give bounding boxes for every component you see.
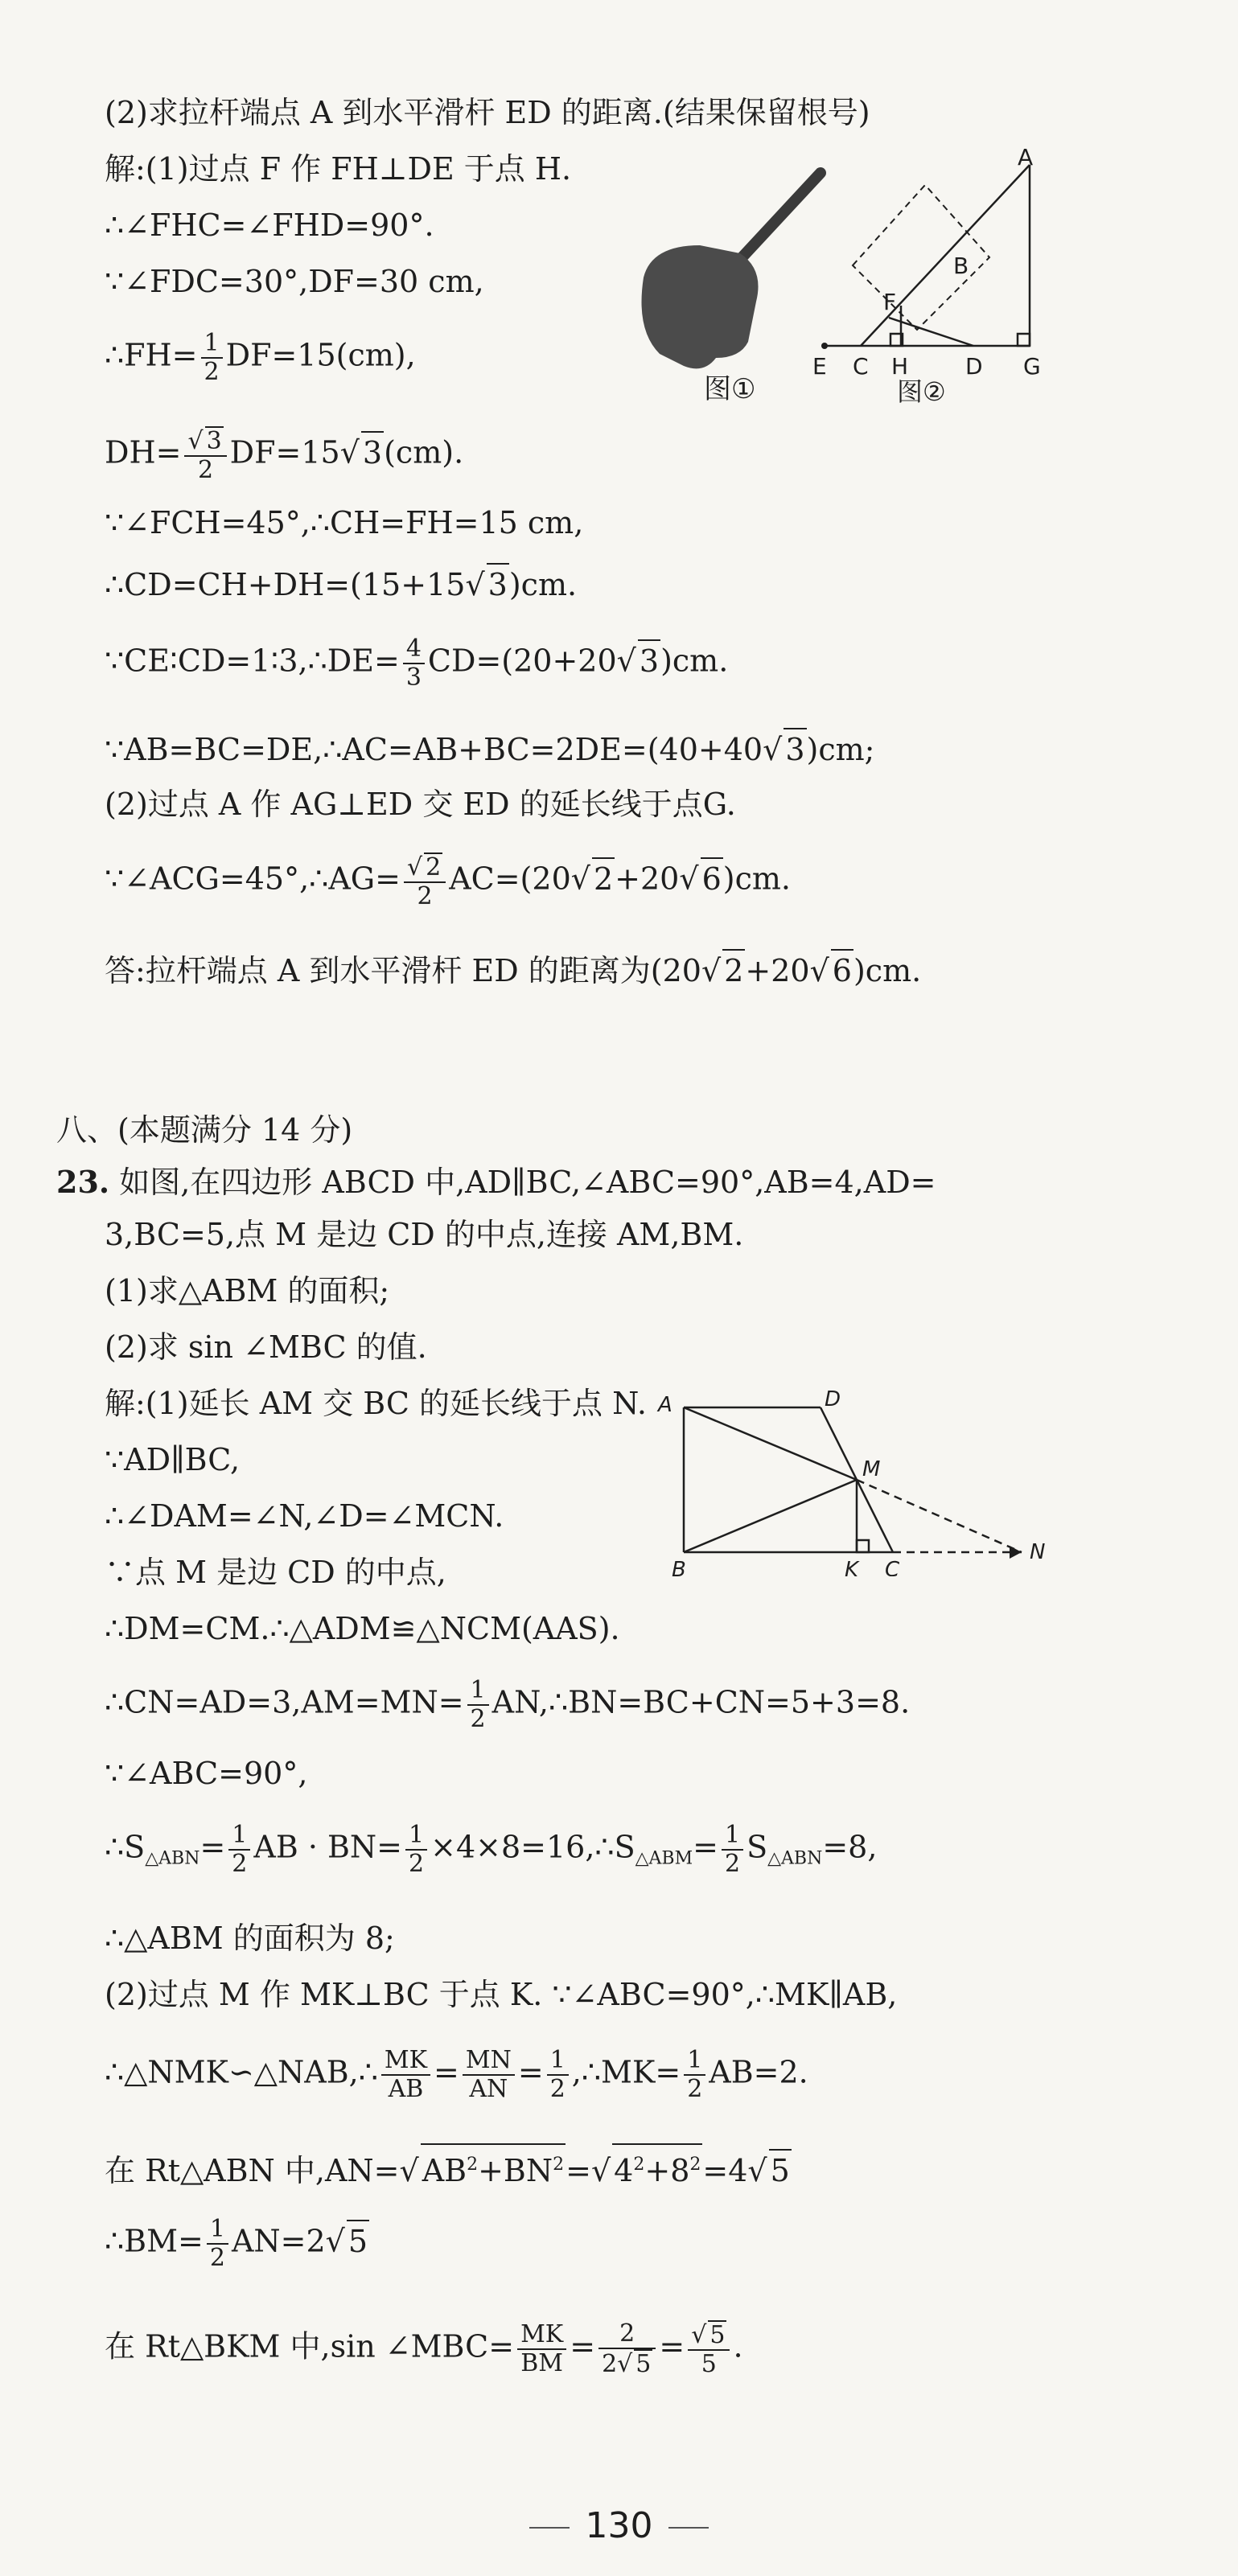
solution-line: ∵AD∥BC, — [105, 1442, 241, 1477]
page-number: 130 — [0, 2505, 1238, 2546]
fraction: $\frac{1}{2}$ — [207, 2216, 228, 2272]
svg-text:A: A — [1018, 145, 1034, 171]
fraction: $\frac{1}{2}$ — [547, 2047, 569, 2103]
svg-text:D: D — [965, 353, 983, 380]
svg-text:B: B — [953, 253, 969, 279]
solution-line: ∵CE∶CD=1∶3,∴DE= $\frac{4}{3}$ CD=(20+20√ 3)cm. — [105, 635, 729, 692]
fraction: $\frac{1}{2}$ — [405, 1822, 427, 1878]
solution-line: ∵点 M 是边 CD 的中点, — [105, 1555, 446, 1590]
figure-quadrilateral — [652, 1383, 1070, 1576]
solution-line: ∴CD=CH+DH=(15+15√ 3)cm. — [105, 563, 577, 605]
solution-line: DH= $\frac{√ 3}{2}$ DF=15√ 3(cm). — [105, 427, 464, 484]
svg-text:F: F — [883, 289, 897, 315]
solution-line: ∴BM= $\frac{1}{2}$ AN=2√ 5 — [105, 2215, 368, 2272]
svg-text:H: H — [891, 353, 909, 380]
question-23-line: 3,BC=5,点 M 是边 CD 的中点,连接 AM,BM. — [105, 1217, 744, 1252]
svg-text:D: D — [825, 1387, 841, 1411]
solution-line: ∵∠ABC=90°, — [105, 1756, 308, 1791]
fraction: $\frac{MK}{BM}$ — [517, 2321, 566, 2377]
solution-line: 解:(1)过点 F 作 FH⊥DE 于点 H. — [105, 151, 572, 187]
fraction: $\frac{MN}{AN}$ — [463, 2047, 515, 2103]
solution-line: ∴△NMK∽△NAB,∴ $\frac{MK}{AB}$ = $\frac{MN}{AN}$ = $\frac{1}{2}$ ,∴MK= $\frac{1}{2}$ AB=2. — [105, 2046, 808, 2103]
figure-1 — [627, 157, 837, 406]
svg-text:A: A — [658, 1393, 672, 1417]
fraction: $\frac{1}{2}$ — [684, 2047, 705, 2103]
question-part-2: (2)求拉杆端点 A 到水平滑杆 ED 的距离.(结果保留根号) — [105, 95, 870, 130]
fraction: $\frac{√ 2}{2}$ — [404, 853, 446, 910]
question-23-line: 23. 如图,在四边形 ABCD 中,AD∥BC,∠ABC=90°,AB=4,AD= — [56, 1164, 936, 1200]
solution-line: ∵∠FDC=30°,DF=30 cm, — [105, 264, 484, 299]
svg-text:N: N — [1030, 1540, 1046, 1564]
fraction: $\frac{√ 3}{2}$ — [184, 426, 226, 484]
fraction: $\frac{2}{2√ 5}$ — [598, 2320, 656, 2378]
solution-line: 在 Rt△BKM 中,sin ∠MBC= $\frac{MK}{BM}$ = $\frac{2}{2√ 5}$ = $\frac{√ 5}{5}$ . — [105, 2319, 743, 2378]
section-heading: 八、(本题满分 14 分) — [56, 1112, 353, 1148]
solution-line: ∴DM=CM.∴△ADM≌△NCM(AAS). — [105, 1611, 620, 1646]
answer-line: 答:拉杆端点 A 到水平滑杆 ED 的距离为(20√ 2+20√ 6)cm. — [105, 949, 921, 991]
fraction: $\frac{1}{2}$ — [467, 1677, 489, 1733]
fraction: $\frac{MK}{AB}$ — [381, 2047, 430, 2103]
fraction: $\frac{1}{2}$ — [722, 1822, 743, 1878]
solution-line: (2)过点 M 作 MK⊥BC 于点 K. ∵∠ABC=90°,∴MK∥AB, — [105, 1977, 898, 2012]
solution-line: ∵∠ACG=45°,∴AG= $\frac{√ 2}{2}$ AC=(20√ 2+20√ 6)cm. — [105, 853, 791, 910]
svg-text:E: E — [812, 353, 827, 380]
question-23-part: (2)求 sin ∠MBC 的值. — [105, 1329, 427, 1365]
fraction: $\frac{4}{3}$ — [403, 635, 425, 692]
figure-2-caption: 图② — [897, 376, 946, 407]
svg-text:G: G — [1023, 353, 1041, 380]
figure-2 — [812, 145, 1054, 410]
question-23-part: (1)求△ABM 的面积; — [105, 1273, 390, 1309]
solution-line: ∴CN=AD=3,AM=MN= $\frac{1}{2}$ AN,∴BN=BC+CN=5+3=8. — [105, 1676, 911, 1733]
luggage-body — [642, 245, 759, 368]
solution-line: 在 Rt△ABN 中,AN=√ $AB^2+BN^2=√$ $4^2+8^2=4√$ 5 — [105, 2143, 792, 2191]
fraction: $\frac{√ 5}{5}$ — [688, 2320, 730, 2378]
svg-text:C: C — [885, 1558, 900, 1576]
svg-text:K: K — [845, 1558, 859, 1576]
solution-line: ∴FH= $\frac{1}{2}$ DF=15(cm), — [105, 329, 416, 386]
solution-line: ∵∠FCH=45°,∴CH=FH=15 cm, — [105, 505, 584, 540]
figure-1-caption: 图① — [704, 373, 756, 405]
svg-text:B: B — [672, 1558, 686, 1576]
fraction: $\frac{1}{2}$ — [228, 1822, 250, 1878]
solution-line: ∴∠DAM=∠N,∠D=∠MCN. — [105, 1498, 504, 1534]
svg-text:C: C — [853, 353, 869, 380]
solution-line: (2)过点 A 作 AG⊥ED 交 ED 的延长线于点G. — [105, 787, 736, 822]
svg-text:M: M — [862, 1457, 881, 1481]
solution-line: 解:(1)延长 AM 交 BC 的延长线于点 N. — [105, 1386, 647, 1421]
fraction: $\frac{1}{2}$ — [201, 330, 223, 386]
solution-line: ∵AB=BC=DE,∴AC=AB+BC=2DE=(40+40√ 3)cm; — [105, 728, 874, 770]
solution-line: ∴△ABM 的面积为 8; — [105, 1921, 395, 1956]
solution-line: $\therefore S_{\triangle ABN}=$ $\frac{1}{2}$ AB · BN= $\frac{1}{2}$ $\times 4\times 8=16,\therefore S_{\triangle ABM}=$ $\frac{1}{2}$ $S_{\triangle ABN}=8$, — [105, 1821, 878, 1878]
solution-line: ∴∠FHC=∠FHD=90°. — [105, 207, 434, 243]
